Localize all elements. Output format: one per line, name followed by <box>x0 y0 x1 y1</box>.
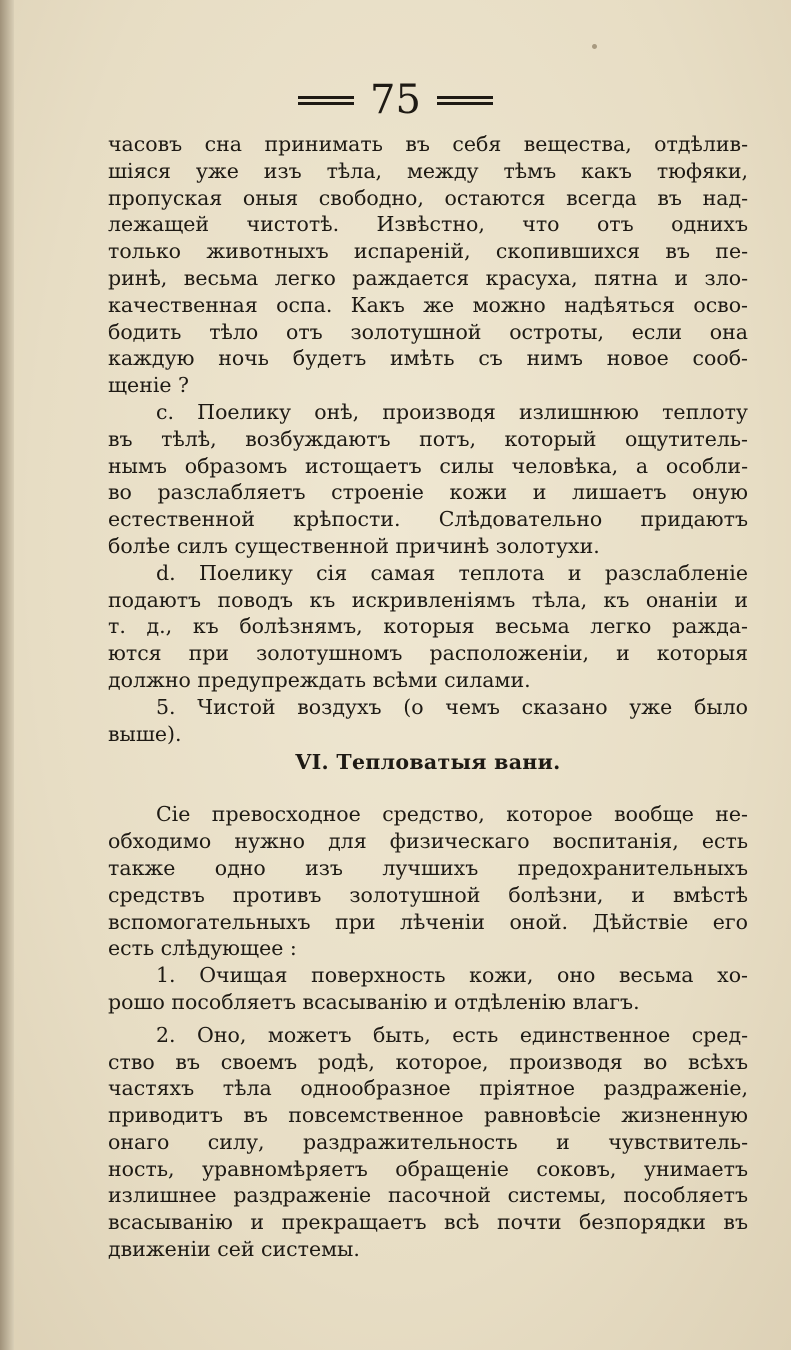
text-line: шіяся уже изъ тѣла, между тѣмъ какъ тюфяки, <box>108 158 748 183</box>
text-line: должно предупреждать всѣми силами. <box>108 667 531 692</box>
text-line: пропуская оныя свободно, остаются всегда въ над- <box>108 185 748 210</box>
text-line: обходимо нужно для физическаго воспитанія, есть <box>108 829 748 854</box>
text-line: есть слѣдующее : <box>108 936 297 961</box>
text-line: частяхъ тѣла однообразное пріятное раздраженіе, <box>108 1076 748 1101</box>
text-line: естественной крѣпости. Слѣдовательно придаютъ <box>108 507 748 532</box>
header-rule-right <box>437 96 493 105</box>
page-binding-edge <box>0 0 14 1350</box>
text-line: качественная оспа. Какъ же можно надѣяться осво- <box>108 292 748 317</box>
text-line: 2. Оно, можетъ быть, есть единственное сред- <box>156 1022 748 1047</box>
page-number: 75 <box>370 77 421 123</box>
text-line: 1. Очищая поверхность кожи, оно весьма хо- <box>156 963 748 988</box>
text-line: ринѣ, весьма легко раждается красуха, пятна и зло- <box>108 265 748 290</box>
text-line: d. Поелику сія самая теплота и разслабленіе <box>156 560 748 585</box>
text-line: т. д., къ болѣзнямъ, которыя весьма легко ражда- <box>108 614 748 639</box>
text-line: ство въ своемъ родѣ, которое, производя во всѣхъ <box>108 1049 748 1074</box>
text-line: онаго силу, раздражительность и чувствитель- <box>108 1129 748 1154</box>
text-line: лежащей чистотѣ. Извѣстно, что отъ однихъ <box>108 212 748 237</box>
text-line: каждую ночь будетъ имѣть съ нимъ новое сооб- <box>108 346 748 371</box>
text-line: движеніи сей системы. <box>108 1237 360 1262</box>
text-line: нымъ образомъ истощаетъ силы человѣка, а особли- <box>108 453 748 478</box>
text-line: въ тѣлѣ, возбуждаютъ потъ, который ощутитель- <box>108 426 748 451</box>
text-line: выше). <box>108 721 182 746</box>
section-heading: VI. Тепловатыя вани. <box>295 750 561 775</box>
text-line: c. Поелику онѣ, производя излишнюю теплоту <box>156 399 748 424</box>
text-line: средствъ противъ золотушной болѣзни, и вмѣстѣ <box>108 882 748 907</box>
text-line: бодить тѣло отъ золотушной остроты, если она <box>108 319 748 344</box>
text-line: болѣе силъ существенной причинѣ золотухи. <box>108 533 600 558</box>
text-line: рошо пособляетъ всасыванію и отдѣленію влагъ. <box>108 989 640 1014</box>
text-line: ются при золотушномъ расположеніи, и которыя <box>108 641 748 666</box>
text-line: ность, уравномѣряетъ обращеніе соковъ, унимаетъ <box>108 1156 748 1181</box>
text-line: Сіе превосходное средство, которое вообще не- <box>156 802 748 827</box>
paper-spot <box>592 44 597 49</box>
text-line: часовъ сна принимать въ себя вещества, отдѣлив- <box>108 132 748 156</box>
header-rule-left <box>298 96 354 105</box>
text-line: вспомогательныхъ при лѣченіи оной. Дѣйствіе его <box>108 909 748 934</box>
text-line: подаютъ поводъ къ искривленіямъ тѣла, къ онаніи и <box>108 587 748 612</box>
text-line: приводитъ въ повсемственное равновѣсіе жизненную <box>108 1103 748 1128</box>
text-line: излишнее раздраженіе пасочной системы, пособляетъ <box>108 1183 748 1208</box>
text-line: всасыванію и прекращаетъ всѣ почти безпорядки въ <box>108 1210 748 1235</box>
page-text <box>108 131 748 1263</box>
text-line: также одно изъ лучшихъ предохранительныхъ <box>108 855 748 880</box>
text-line: 5. Чистой воздухъ (о чемъ сказано уже было <box>156 694 748 719</box>
page-header <box>0 75 791 125</box>
text-line: во разслабляетъ строеніе кожи и лишаетъ оную <box>108 480 748 505</box>
section-gap <box>108 777 748 801</box>
text-line: только животныхъ испареній, скопившихся въ пе- <box>108 239 748 264</box>
text-line: щеніе ? <box>108 373 190 398</box>
